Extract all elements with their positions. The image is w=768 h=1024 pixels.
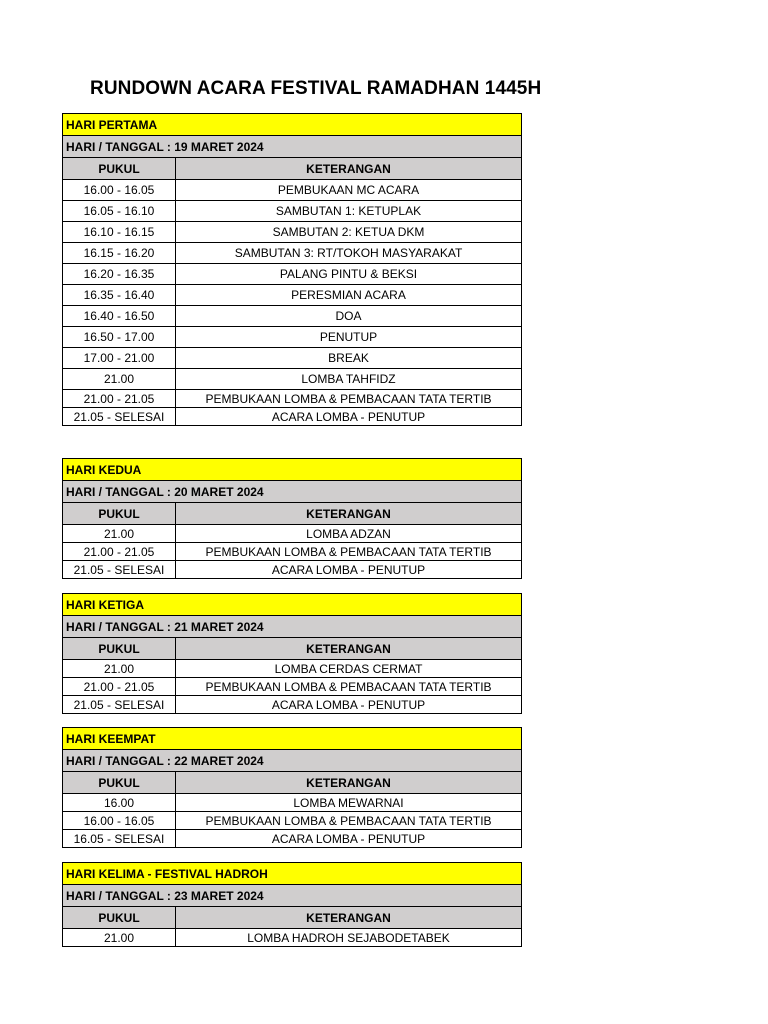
description-cell: PALANG PINTU & BEKSI <box>176 264 522 285</box>
description-cell: LOMBA CERDAS CERMAT <box>176 660 522 678</box>
time-cell: 21.05 - SELESAI <box>63 408 176 426</box>
time-cell: 16.10 - 16.15 <box>63 222 176 243</box>
day-title: HARI KEEMPAT <box>63 728 522 750</box>
table-row <box>63 243 522 264</box>
time-cell: 21.00 - 21.05 <box>63 678 176 696</box>
table-row <box>63 222 522 243</box>
table-row <box>63 285 522 306</box>
table-row <box>63 201 522 222</box>
time-cell: 21.00 - 21.05 <box>63 543 176 561</box>
schedule-table-day-1 <box>62 113 522 426</box>
schedule-table-day-3 <box>62 593 522 714</box>
day-title: HARI KEDUA <box>63 459 522 481</box>
day-title: HARI KETIGA <box>63 594 522 616</box>
day-title: HARI PERTAMA <box>63 114 522 136</box>
description-cell: PEMBUKAAN LOMBA & PEMBACAAN TATA TERTIB <box>176 390 522 408</box>
column-header-description: KETERANGAN <box>176 772 522 794</box>
time-cell: 16.05 - 16.10 <box>63 201 176 222</box>
table-row <box>63 348 522 369</box>
table-row <box>63 408 522 426</box>
time-cell: 21.00 <box>63 660 176 678</box>
table-row <box>63 660 522 678</box>
table-row <box>63 180 522 201</box>
time-cell: 21.05 - SELESAI <box>63 696 176 714</box>
description-cell: PEMBUKAAN LOMBA & PEMBACAAN TATA TERTIB <box>176 543 522 561</box>
table-row <box>63 525 522 543</box>
description-cell: LOMBA ADZAN <box>176 525 522 543</box>
description-cell: ACARA LOMBA - PENUTUP <box>176 830 522 848</box>
time-cell: 16.15 - 16.20 <box>63 243 176 264</box>
description-cell: PEMBUKAAN MC ACARA <box>176 180 522 201</box>
column-header-description: KETERANGAN <box>176 503 522 525</box>
table-row <box>63 369 522 390</box>
description-cell: ACARA LOMBA - PENUTUP <box>176 561 522 579</box>
table-row <box>63 696 522 714</box>
description-cell: LOMBA MEWARNAI <box>176 794 522 812</box>
day-date: HARI / TANGGAL : 21 MARET 2024 <box>63 616 522 638</box>
table-row <box>63 929 522 947</box>
table-row <box>63 561 522 579</box>
description-cell: SAMBUTAN 3: RT/TOKOH MASYARAKAT <box>176 243 522 264</box>
column-header-description: KETERANGAN <box>176 907 522 929</box>
column-header-time: PUKUL <box>63 158 176 180</box>
day-title: HARI KELIMA - FESTIVAL HADROH <box>63 863 522 885</box>
description-cell: PEMBUKAAN LOMBA & PEMBACAAN TATA TERTIB <box>176 678 522 696</box>
table-row <box>63 543 522 561</box>
time-cell: 16.35 - 16.40 <box>63 285 176 306</box>
day-date: HARI / TANGGAL : 19 MARET 2024 <box>63 136 522 158</box>
schedule-table-day-2 <box>62 458 522 579</box>
column-header-time: PUKUL <box>63 638 176 660</box>
description-cell: SAMBUTAN 1: KETUPLAK <box>176 201 522 222</box>
description-cell: ACARA LOMBA - PENUTUP <box>176 696 522 714</box>
time-cell: 21.05 - SELESAI <box>63 561 176 579</box>
day-date: HARI / TANGGAL : 22 MARET 2024 <box>63 750 522 772</box>
column-header-description: KETERANGAN <box>176 638 522 660</box>
column-header-time: PUKUL <box>63 907 176 929</box>
description-cell: DOA <box>176 306 522 327</box>
time-cell: 21.00 <box>63 929 176 947</box>
day-date: HARI / TANGGAL : 23 MARET 2024 <box>63 885 522 907</box>
time-cell: 17.00 - 21.00 <box>63 348 176 369</box>
description-cell: PERESMIAN ACARA <box>176 285 522 306</box>
time-cell: 21.00 <box>63 525 176 543</box>
time-cell: 16.40 - 16.50 <box>63 306 176 327</box>
description-cell: PENUTUP <box>176 327 522 348</box>
column-header-description: KETERANGAN <box>176 158 522 180</box>
table-row <box>63 264 522 285</box>
time-cell: 21.00 <box>63 369 176 390</box>
table-row <box>63 678 522 696</box>
description-cell: BREAK <box>176 348 522 369</box>
time-cell: 16.05 - SELESAI <box>63 830 176 848</box>
description-cell: ACARA LOMBA - PENUTUP <box>176 408 522 426</box>
document-title: RUNDOWN ACARA FESTIVAL RAMADHAN 1445H <box>90 78 542 99</box>
time-cell: 16.50 - 17.00 <box>63 327 176 348</box>
time-cell: 21.00 - 21.05 <box>63 390 176 408</box>
table-row <box>63 812 522 830</box>
time-cell: 16.20 - 16.35 <box>63 264 176 285</box>
table-row <box>63 390 522 408</box>
description-cell: LOMBA HADROH SEJABODETABEK <box>176 929 522 947</box>
day-date: HARI / TANGGAL : 20 MARET 2024 <box>63 481 522 503</box>
schedule-table-day-4 <box>62 727 522 848</box>
description-cell: PEMBUKAAN LOMBA & PEMBACAAN TATA TERTIB <box>176 812 522 830</box>
table-row <box>63 327 522 348</box>
column-header-time: PUKUL <box>63 503 176 525</box>
description-cell: LOMBA TAHFIDZ <box>176 369 522 390</box>
table-row <box>63 830 522 848</box>
time-cell: 16.00 - 16.05 <box>63 812 176 830</box>
table-row <box>63 794 522 812</box>
schedule-table-day-5 <box>62 862 522 947</box>
description-cell: SAMBUTAN 2: KETUA DKM <box>176 222 522 243</box>
time-cell: 16.00 - 16.05 <box>63 180 176 201</box>
column-header-time: PUKUL <box>63 772 176 794</box>
time-cell: 16.00 <box>63 794 176 812</box>
table-row <box>63 306 522 327</box>
